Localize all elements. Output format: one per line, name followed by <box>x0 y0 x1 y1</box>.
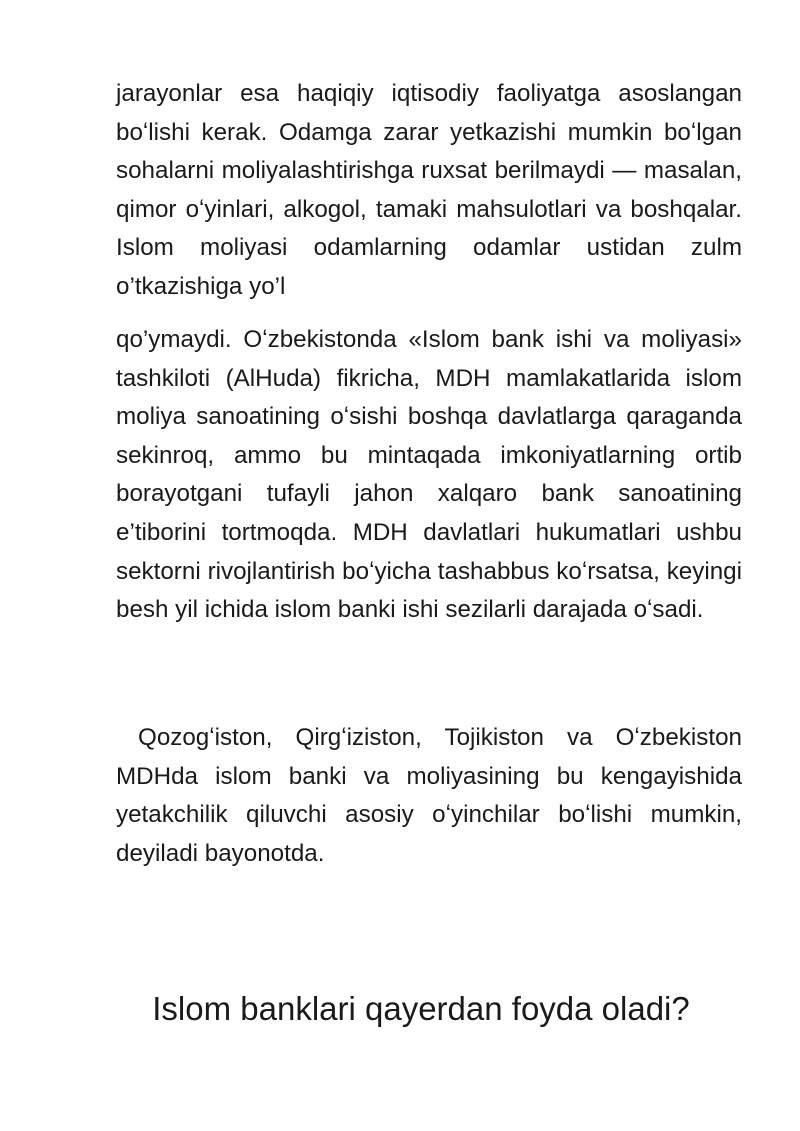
paragraph-regional-players: Qozogʻiston, Qirgʻiziston, Tojikiston va Oʻzbekiston MDHda islom banki va moliyasining bu kengayishida yetakchilik qiluvchi asosiy oʻyinchilar boʻlishi mumkin, deyiladi bayonotda. <box>116 724 742 867</box>
section-heading: Islom banklari qayerdan foyda oladi? <box>152 990 690 1027</box>
paragraph-continuation: jarayonlar esa haqiqiy iqtisodiy faoliyatga asoslangan boʻlishi kerak. Odamga zarar yetkazishi mumkin boʻlgan sohalarni moliyalashtirishga ruxsat berilmaydi — masalan, qimor oʻyinlari, alkogol, tamaki mahsulotlari va boshqalar. Islom moliyasi odamlarning odamlar ustidan zulm o’tkazishiga yo’l <box>116 80 742 300</box>
paragraph-continuation-2: qo’ymaydi. Oʻzbekistonda «Islom bank ishi va moliyasi» tashkiloti (AlHuda) fikricha, MDH mamlakatlarida islom moliya sanoatining oʻsishi boshqa davlatlarga qaraganda sekinroq, ammo bu mintaqada imkoniyatlarning ortib borayotgani tufayli jahon xalqaro bank sanoatining e’tiborini tortmoqda. MDH davlatlari hukumatlari ushbu sektorni rivojlantirish boʻyicha tashabbus koʻrsatsa, keyingi besh yil ichida islom banki ishi sezilarli darajada oʻsadi. <box>116 326 742 624</box>
